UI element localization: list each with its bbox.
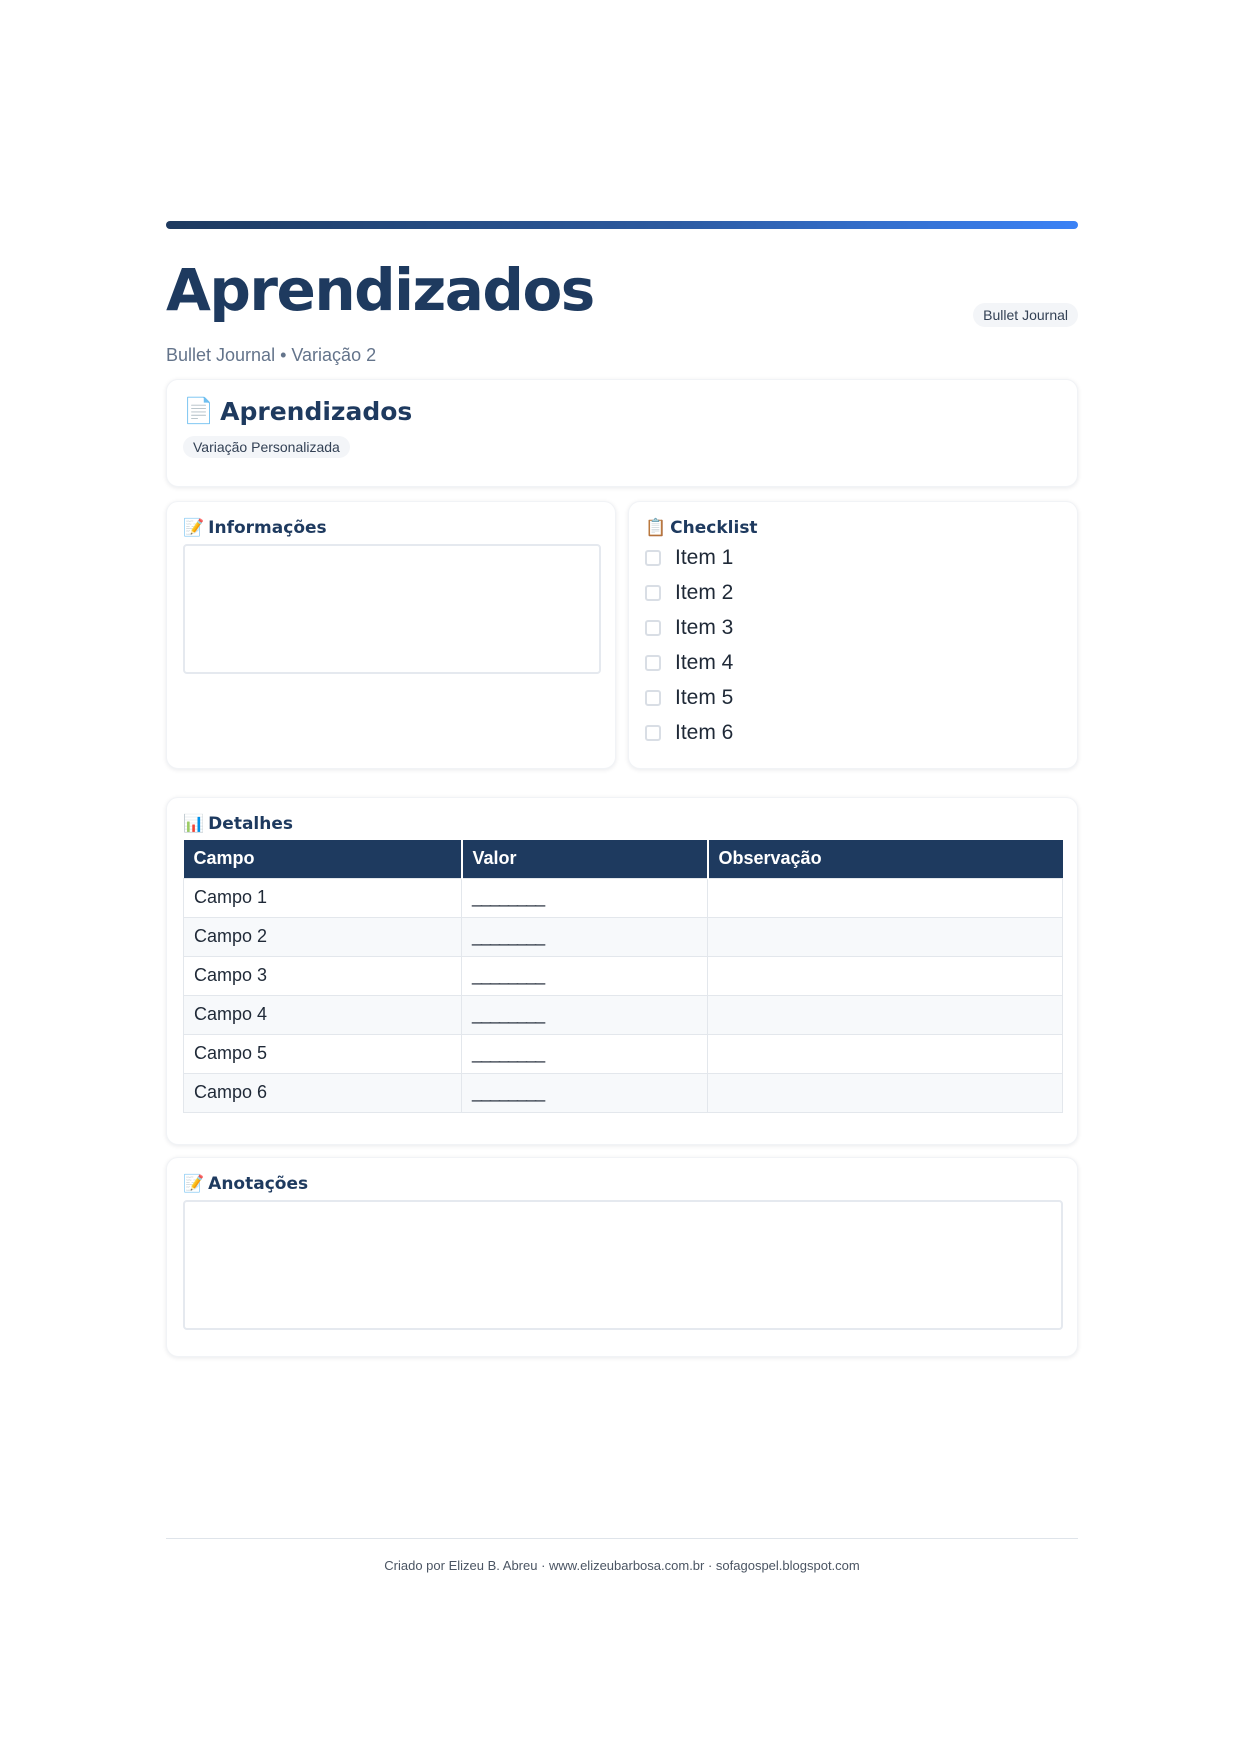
memo-icon: 📝 (183, 518, 205, 538)
cell-campo: Campo 5 (184, 1034, 462, 1073)
details-heading (183, 814, 1061, 834)
checklist-item[interactable] (645, 540, 1061, 575)
info-card (166, 501, 616, 769)
footer-divider (166, 1538, 1078, 1539)
column-header-valor: Valor (462, 840, 708, 878)
cell-valor[interactable]: ________ (462, 1034, 708, 1073)
title-card (166, 379, 1078, 487)
table-row (184, 995, 1063, 1034)
details-table (183, 840, 1063, 1113)
notes-heading (183, 1174, 1061, 1194)
checkbox[interactable] (645, 620, 661, 636)
table-header-row (184, 840, 1063, 878)
table-row (184, 1073, 1063, 1112)
cell-observacao[interactable] (708, 1034, 1063, 1073)
checkbox[interactable] (645, 655, 661, 671)
footer-credits: Criado por Elizeu B. Abreu · www.elizeubarbosa.com.br · sofagospel.blogspot.com (384, 1558, 860, 1573)
page-subtitle: Bullet Journal • Variação 2 (166, 345, 377, 365)
info-title: Informações (208, 518, 327, 538)
cell-valor[interactable]: ________ (462, 917, 708, 956)
memo-icon: 📝 (183, 1174, 205, 1194)
info-textarea[interactable] (183, 544, 601, 674)
title-card-heading (183, 396, 1061, 426)
checklist-item-label: Item 4 (675, 650, 734, 674)
details-title: Detalhes (208, 814, 293, 834)
variation-pill: Variação Personalizada (183, 436, 350, 458)
cell-valor[interactable]: ________ (462, 1073, 708, 1112)
page-header (166, 229, 1078, 365)
checklist-item-label: Item 5 (675, 685, 734, 709)
cell-campo: Campo 1 (184, 878, 462, 917)
info-heading (183, 518, 599, 538)
clipboard-icon: 📋 (645, 518, 667, 538)
checkbox[interactable] (645, 550, 661, 566)
page-title: Aprendizados (166, 256, 594, 324)
checklist-title: Checklist (670, 518, 758, 538)
cell-observacao[interactable] (708, 917, 1063, 956)
notes-card (166, 1157, 1078, 1357)
table-row (184, 878, 1063, 917)
cell-valor[interactable]: ________ (462, 878, 708, 917)
document-icon: 📄 (183, 396, 215, 425)
checklist-item-label: Item 2 (675, 580, 734, 604)
page (166, 221, 1078, 1194)
cell-campo: Campo 2 (184, 917, 462, 956)
cell-observacao[interactable] (708, 956, 1063, 995)
cell-observacao[interactable] (708, 995, 1063, 1034)
title-card-title: Aprendizados (220, 396, 413, 426)
checklist-item-label: Item 6 (675, 720, 734, 744)
checklist-item-label: Item 1 (675, 545, 734, 569)
checkbox[interactable] (645, 725, 661, 741)
bar-chart-icon: 📊 (183, 814, 205, 834)
checklist-item[interactable] (645, 645, 1061, 680)
details-card (166, 797, 1078, 1145)
checklist-item[interactable] (645, 715, 1061, 750)
table-row (184, 1034, 1063, 1073)
cell-campo: Campo 3 (184, 956, 462, 995)
table-row (184, 917, 1063, 956)
checklist-item[interactable] (645, 610, 1061, 645)
checkbox[interactable] (645, 585, 661, 601)
checklist-heading (645, 518, 1061, 538)
notes-title: Anotações (208, 1174, 309, 1194)
cell-valor[interactable]: ________ (462, 956, 708, 995)
checkbox[interactable] (645, 690, 661, 706)
cell-campo: Campo 6 (184, 1073, 462, 1112)
cell-valor[interactable]: ________ (462, 995, 708, 1034)
cell-observacao[interactable] (708, 1073, 1063, 1112)
column-header-campo: Campo (184, 840, 462, 878)
checklist (645, 540, 1061, 750)
column-header-observacao: Observação (708, 840, 1063, 878)
checklist-item[interactable] (645, 575, 1061, 610)
category-tag: Bullet Journal (973, 303, 1078, 327)
checklist-item-label: Item 3 (675, 615, 734, 639)
table-row (184, 956, 1063, 995)
cell-campo: Campo 4 (184, 995, 462, 1034)
cell-observacao[interactable] (708, 878, 1063, 917)
checklist-card (628, 501, 1078, 769)
checklist-item[interactable] (645, 680, 1061, 715)
top-accent-bar (166, 221, 1078, 229)
notes-textarea[interactable] (183, 1200, 1063, 1330)
